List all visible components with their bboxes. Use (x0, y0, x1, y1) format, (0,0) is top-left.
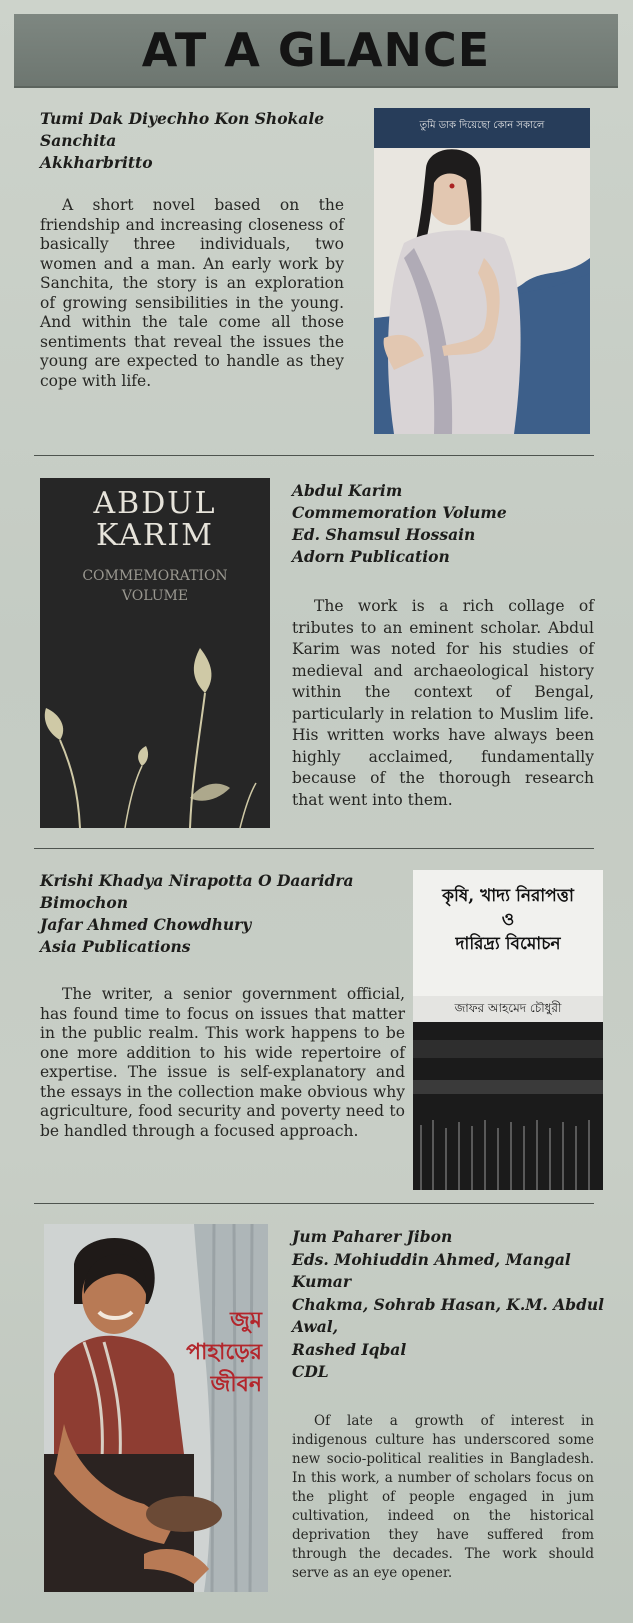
cover-title: জুম পাহাড়ের জীবন (186, 1307, 262, 1397)
review-2-body: The work is a rich collage of tributes to an eminent scholar. Abdul Karim was noted for his studies of medieval and archaeological history within the context of Bengal, particularly in relation to Muslim life. His written works have always been highly acclaimed, fundamentally because of the thorough research that went into them. (292, 597, 594, 809)
book-publisher: Akkharbritto (40, 153, 153, 172)
cover-title: কৃষি, খাদ্য নিরাপত্তা ও দারিদ্র্য বিমোচন (442, 886, 574, 954)
book-cover-jum-paharer-jibon (44, 1224, 268, 1592)
cover-subtitle: COMMEMORATION VOLUME (82, 568, 228, 604)
review-3-meta (40, 870, 354, 958)
divider (34, 455, 594, 456)
review-4-body: Of late a growth of interest in indigenous culture has underscored some new socio-political realities in Bangladesh. In this work, a number of scholars focus on the plight of people engaged in jum cultivation, indeed on the historical deprivation they have suffered from through the decades. The work should serve as an eye opener. (292, 1413, 594, 1581)
book-title: Tumi Dak Diyechho Kon Shokale (40, 109, 325, 128)
book-editors-cont: Kumar (292, 1272, 352, 1291)
review-2-meta (292, 480, 507, 568)
book-editors-cont: Rashed Iqbal (292, 1339, 407, 1359)
book-title: Abdul Karim (292, 481, 403, 500)
book-subtitle: Commemoration Volume (292, 503, 507, 522)
cover-illustration (44, 1224, 268, 1592)
book-publisher: CDL (292, 1362, 329, 1381)
book-author: Jafar Ahmed Chowdhury (40, 915, 252, 934)
cover-title: তুমি ডাক দিয়েছো কোন সকালে (419, 120, 545, 131)
review-1-meta (40, 108, 324, 174)
book-publisher: Adorn Publication (292, 547, 450, 566)
book-cover-abdul-karim (40, 478, 270, 828)
divider (34, 848, 594, 849)
book-title: Krishi Khadya Nirapotta O Daaridra (40, 871, 354, 890)
masthead (14, 14, 618, 88)
book-editors: Eds. Mohiuddin Ahmed, Mangal (292, 1249, 571, 1269)
review-1-body: A short novel based on the friendship and increasing closeness of basically three individuals, two women and a man. An early work by Sanchita, the story is an exploration of growing sensibilities in the young. And within the tale come all those sentiments that reveal the issues the young are expected to handle as they cope with life. (40, 196, 344, 390)
cover-author: জাফর আহমেদ চৌধুরী (454, 1001, 562, 1015)
cover-title: ABDUL KARIM (93, 486, 217, 553)
book-editors-cont: Awal, (292, 1317, 339, 1336)
page-title: AT A GLANCE (141, 23, 491, 77)
review-3-body: The writer, a senior government official, has found time to focus on issues that matter in the public realm. This work happens to be one more addition to his wide repertoire of expertise. The issue is self-explanatory and the essays in the collection make obvious why agriculture, food security and poverty need to be handled through a focused approach. (40, 985, 405, 1140)
book-publisher: Asia Publications (40, 937, 191, 956)
book-editors-cont: Chakma, Sohrab Hasan, K.M. Abdul (292, 1294, 605, 1314)
divider (34, 1203, 594, 1204)
book-editor: Ed. Shamsul Hossain (292, 525, 476, 544)
cover-illustration (374, 108, 590, 434)
book-author: Sanchita (40, 131, 117, 150)
book-title-continued: Bimochon (40, 893, 129, 912)
book-title: Jum Paharer Jibon (292, 1227, 453, 1246)
book-cover-krishi-khadya (413, 870, 603, 1190)
review-4-meta (292, 1226, 604, 1384)
book-cover-tumi-dak (374, 108, 590, 434)
